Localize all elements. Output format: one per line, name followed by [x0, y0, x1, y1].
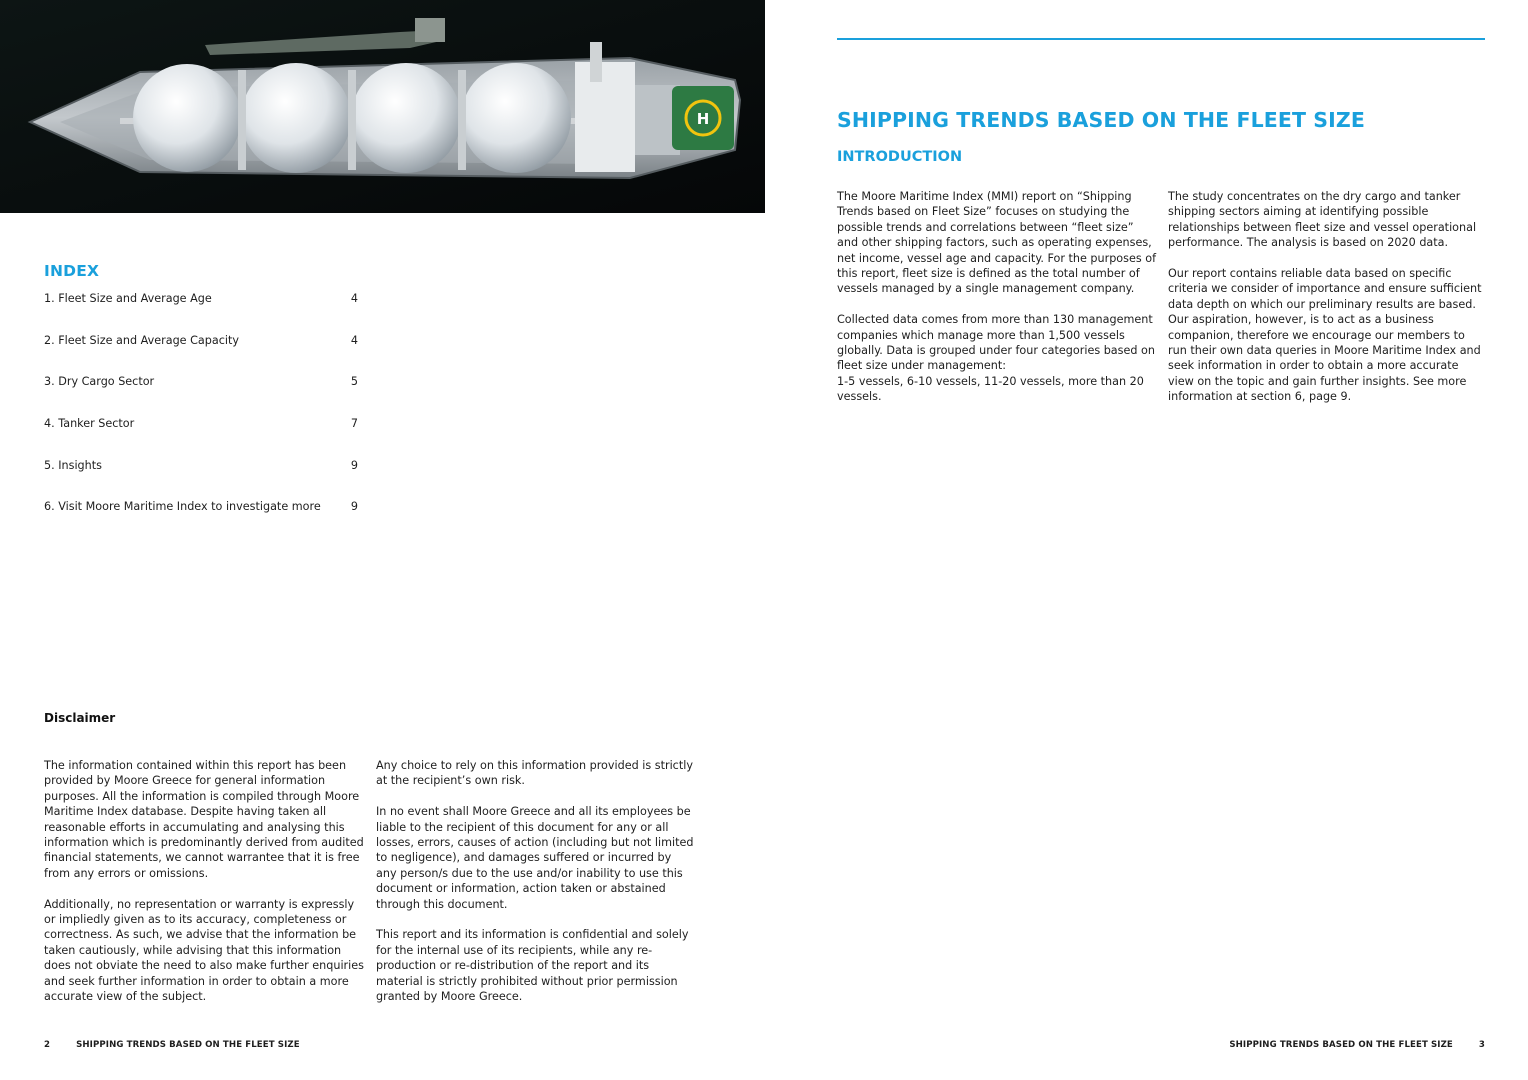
index-item[interactable]: [44, 458, 358, 500]
index-title: INDEX: [44, 262, 100, 280]
index-item[interactable]: [44, 416, 358, 458]
footer-title: SHIPPING TRENDS BASED ON THE FLEET SIZE: [1229, 1040, 1453, 1050]
page-number: 3: [1478, 1040, 1485, 1050]
index-item-label: 6. Visit Moore Maritime Index to investigate more: [44, 500, 321, 514]
intro-paragraph: Collected data comes from more than 130 management companies which manage more than 1,500 vessels globally. Data is grouped under four categories based on fleet size under management: 1-5 vessels, 6-10 vessels, 11-20 vessels, more than 20 vessels.: [837, 313, 1155, 404]
index-item-label: 4. Tanker Sector: [44, 417, 135, 431]
helipad-letter: H: [696, 110, 710, 128]
footer-title: SHIPPING TRENDS BASED ON THE FLEET SIZE: [76, 1040, 300, 1050]
disclaimer-column-1: [44, 758, 364, 1020]
section-subtitle: INTRODUCTION: [837, 149, 963, 165]
index-item[interactable]: [44, 291, 358, 333]
index-item-page: 4: [350, 292, 358, 305]
index-item-page: 9: [350, 458, 358, 472]
ship-aerial-photo-icon: [0, 0, 765, 213]
index-item[interactable]: [44, 374, 358, 416]
index-item-page: 4: [350, 333, 358, 347]
disclaimer-column-2: [376, 758, 694, 1020]
header-rule: [837, 38, 1485, 40]
intro-column-2: [1168, 189, 1486, 420]
footer-left: [44, 1040, 300, 1050]
index-item[interactable]: [44, 499, 358, 541]
hero-ship-image: [0, 0, 765, 213]
index-item-label: 5. Insights: [44, 458, 102, 472]
index-item-label: 2. Fleet Size and Average Capacity: [44, 333, 239, 347]
index-item-label: 1. Fleet Size and Average Age: [44, 292, 212, 305]
intro-paragraph: Our report contains reliable data based on specific criteria we consider of importance and ensure sufficient data depth on which our preliminary results are based. Our aspiration, however, is to act as a business companion, therefore we encourage our members to run their own data queries in Moore Maritime Index and seek information in order to obtain a more accurate view on the topic and gain further insights. See more information at section 6, page 9.: [1168, 267, 1482, 404]
disclaimer-paragraph: Additionally, no representation or warranty is expressly or impliedly given as to its accuracy, completeness or correctness. As such, we advise that the information be taken cautiously, while advising that this information does not obviate the need to also make further enquiries and seek further information in order to obtain a more accurate view of the subject.: [44, 897, 364, 1004]
page-title: SHIPPING TRENDS BASED ON THE FLEET SIZE: [837, 108, 1365, 132]
index-item-label: 3. Dry Cargo Sector: [44, 375, 155, 389]
intro-paragraph: The Moore Maritime Index (MMI) report on “Shipping Trends based on Fleet Size” focuses on studying the possible trends and correlations between “fleet size” and other shipping factors, such as operating expenses, net income, vessel age and capacity. For the purposes of this report, fleet size is defined as the total number of vessels managed by a single management company.: [837, 190, 1157, 296]
index-item-page: 9: [350, 500, 358, 514]
footer-right: [1229, 1040, 1485, 1050]
disclaimer-paragraph: The information contained within this report has been provided by Moore Greece for general information purposes. All the information is compiled through Moore Maritime Index database. Despite having taken all reasonable efforts in accumulating and analysing this information which is predominantly derived from audited financial statements, we cannot warrantee that it is free from any errors or omissions.: [44, 759, 364, 880]
index-item-page: 5: [350, 375, 358, 389]
index-item[interactable]: [44, 333, 358, 375]
index-list: [44, 291, 358, 541]
index-item-page: 7: [350, 417, 358, 431]
disclaimer-paragraph: Any choice to rely on this information provided is strictly at the recipient’s own risk.: [376, 759, 693, 788]
disclaimer-paragraph: In no event shall Moore Greece and all its employees be liable to the recipient of this document for any or all losses, errors, causes of action (including but not limited to negligence), and damages suffered or incurred by any person/s due to the use and/or inability to use this document or information, action taken or abstained through this document.: [376, 805, 694, 911]
disclaimer-paragraph: This report and its information is confidential and solely for the internal use of its recipients, while any re-production or re-distribution of the report and its material is strictly prohibited without prior permission granted by Moore Greece.: [376, 928, 689, 1004]
intro-paragraph: The study concentrates on the dry cargo and tanker shipping sectors aiming at identifying possible relationships between fleet size and vessel operational performance. The analysis is based on 2020 data.: [1168, 190, 1477, 250]
disclaimer-title: Disclaimer: [44, 711, 116, 725]
intro-column-1: [837, 189, 1157, 420]
page-number: 2: [44, 1040, 51, 1050]
